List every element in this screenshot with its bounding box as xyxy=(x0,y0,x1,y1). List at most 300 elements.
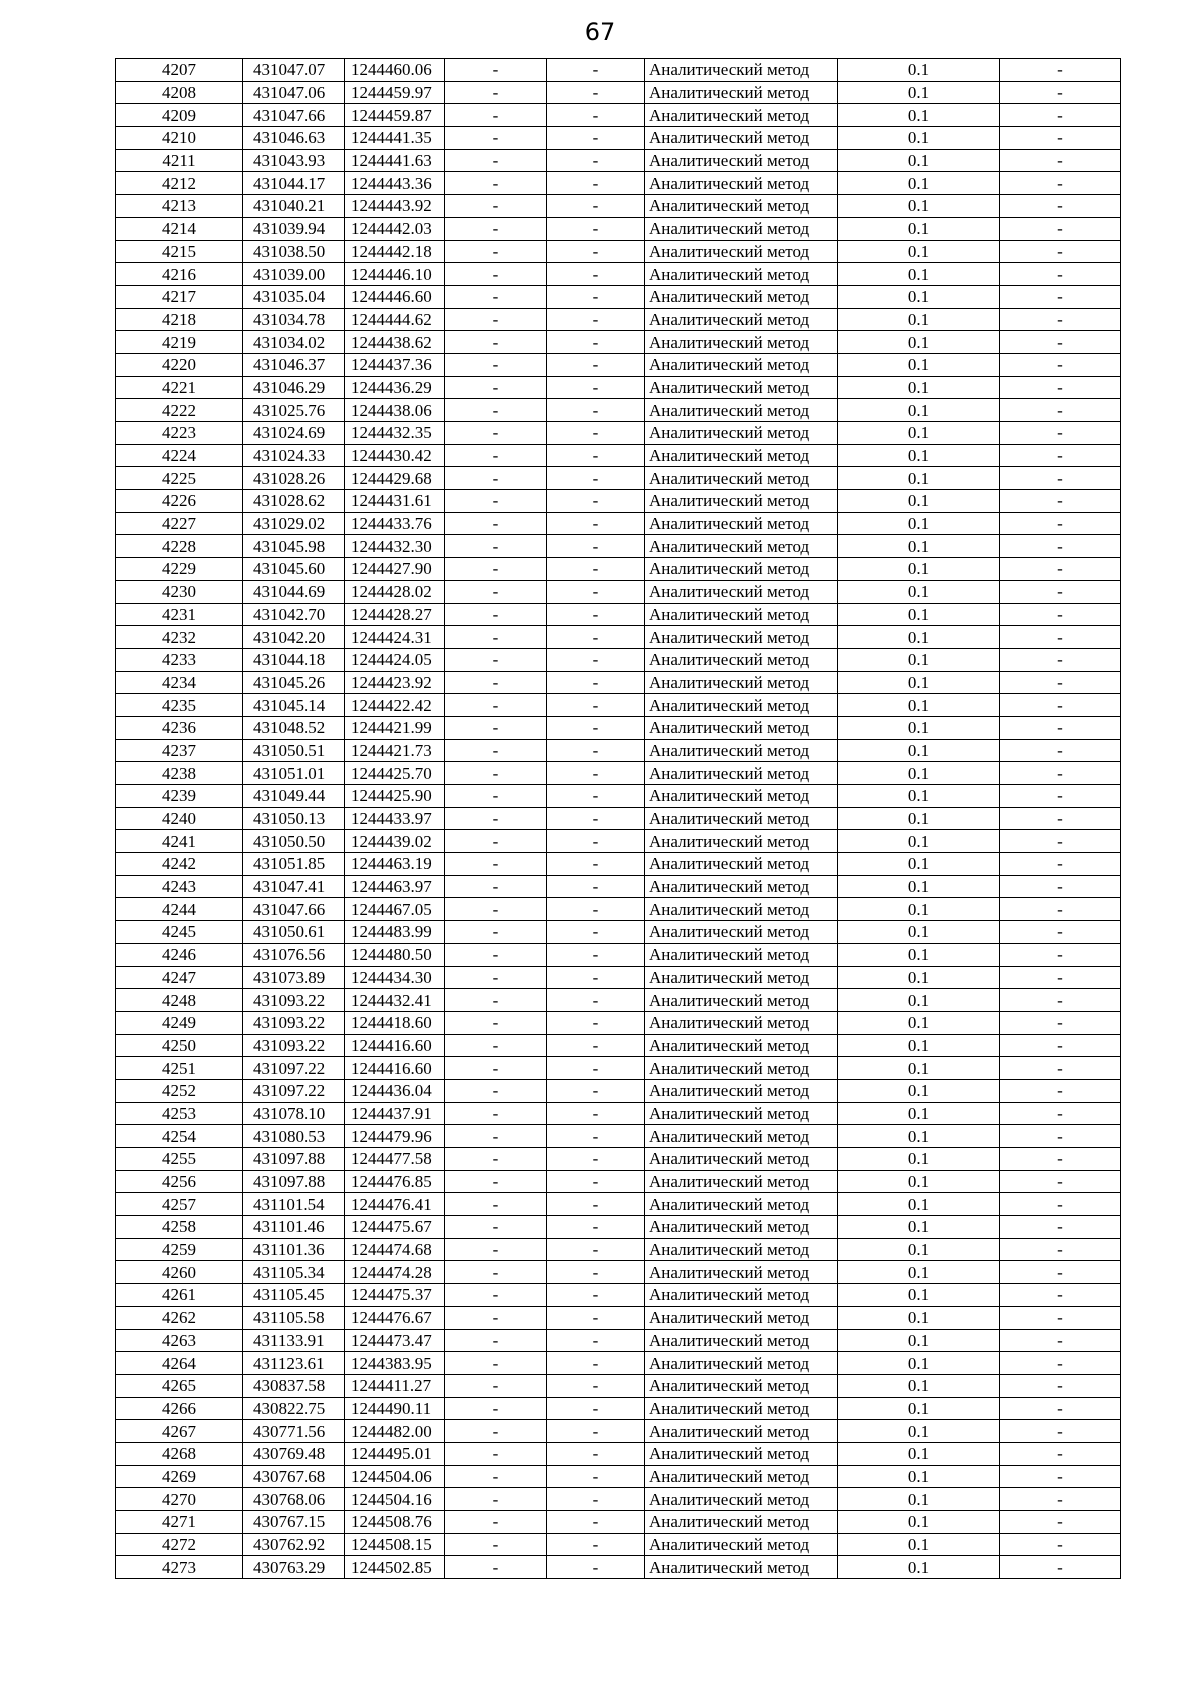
method-cell: Аналитический метод xyxy=(645,921,838,944)
empty-cell-5: - xyxy=(547,308,645,331)
method-cell: Аналитический метод xyxy=(645,59,838,82)
empty-cell-5: - xyxy=(547,1284,645,1307)
accuracy-cell: 0.1 xyxy=(838,1216,1000,1239)
point-number-cell: 4245 xyxy=(116,921,243,944)
empty-cell-4: - xyxy=(445,1193,547,1216)
y-coordinate-cell: 1244441.35 xyxy=(345,127,445,150)
x-coordinate-cell: 431024.69 xyxy=(243,422,345,445)
y-coordinate-cell: 1244476.67 xyxy=(345,1306,445,1329)
table-row xyxy=(116,807,1121,830)
y-coordinate-cell: 1244422.42 xyxy=(345,694,445,717)
point-number-cell: 4213 xyxy=(116,195,243,218)
table-row xyxy=(116,422,1121,445)
empty-cell-8: - xyxy=(1000,1374,1121,1397)
y-coordinate-cell: 1244459.87 xyxy=(345,104,445,127)
x-coordinate-cell: 431045.98 xyxy=(243,535,345,558)
method-cell: Аналитический метод xyxy=(645,535,838,558)
method-cell: Аналитический метод xyxy=(645,739,838,762)
table-row xyxy=(116,1374,1121,1397)
accuracy-cell: 0.1 xyxy=(838,853,1000,876)
accuracy-cell: 0.1 xyxy=(838,467,1000,490)
x-coordinate-cell: 431047.07 xyxy=(243,59,345,82)
y-coordinate-cell: 1244434.30 xyxy=(345,966,445,989)
y-coordinate-cell: 1244508.76 xyxy=(345,1511,445,1534)
accuracy-cell: 0.1 xyxy=(838,1465,1000,1488)
method-cell: Аналитический метод xyxy=(645,943,838,966)
y-coordinate-cell: 1244421.73 xyxy=(345,739,445,762)
accuracy-cell: 0.1 xyxy=(838,943,1000,966)
y-coordinate-cell: 1244425.90 xyxy=(345,785,445,808)
empty-cell-5: - xyxy=(547,422,645,445)
table-row xyxy=(116,285,1121,308)
y-coordinate-cell: 1244474.68 xyxy=(345,1238,445,1261)
method-cell: Аналитический метод xyxy=(645,648,838,671)
empty-cell-4: - xyxy=(445,1511,547,1534)
method-cell: Аналитический метод xyxy=(645,285,838,308)
table-row xyxy=(116,512,1121,535)
table-row xyxy=(116,444,1121,467)
empty-cell-4: - xyxy=(445,81,547,104)
empty-cell-4: - xyxy=(445,671,547,694)
table-row xyxy=(116,1011,1121,1034)
empty-cell-5: - xyxy=(547,467,645,490)
empty-cell-5: - xyxy=(547,989,645,1012)
empty-cell-5: - xyxy=(547,1261,645,1284)
empty-cell-4: - xyxy=(445,1125,547,1148)
point-number-cell: 4214 xyxy=(116,217,243,240)
table-row xyxy=(116,853,1121,876)
accuracy-cell: 0.1 xyxy=(838,353,1000,376)
table-row xyxy=(116,1420,1121,1443)
accuracy-cell: 0.1 xyxy=(838,1488,1000,1511)
empty-cell-5: - xyxy=(547,263,645,286)
x-coordinate-cell: 431076.56 xyxy=(243,943,345,966)
empty-cell-8: - xyxy=(1000,739,1121,762)
table-row xyxy=(116,1306,1121,1329)
empty-cell-5: - xyxy=(547,671,645,694)
point-number-cell: 4240 xyxy=(116,807,243,830)
accuracy-cell: 0.1 xyxy=(838,331,1000,354)
accuracy-cell: 0.1 xyxy=(838,308,1000,331)
accuracy-cell: 0.1 xyxy=(838,739,1000,762)
empty-cell-5: - xyxy=(547,1238,645,1261)
x-coordinate-cell: 431045.26 xyxy=(243,671,345,694)
x-coordinate-cell: 431029.02 xyxy=(243,512,345,535)
table-row xyxy=(116,1148,1121,1171)
empty-cell-5: - xyxy=(547,580,645,603)
point-number-cell: 4259 xyxy=(116,1238,243,1261)
method-cell: Аналитический метод xyxy=(645,1261,838,1284)
x-coordinate-cell: 431101.46 xyxy=(243,1216,345,1239)
table-row xyxy=(116,875,1121,898)
y-coordinate-cell: 1244383.95 xyxy=(345,1352,445,1375)
empty-cell-8: - xyxy=(1000,875,1121,898)
method-cell: Аналитический метод xyxy=(645,1102,838,1125)
accuracy-cell: 0.1 xyxy=(838,580,1000,603)
accuracy-cell: 0.1 xyxy=(838,1420,1000,1443)
x-coordinate-cell: 431097.88 xyxy=(243,1170,345,1193)
point-number-cell: 4215 xyxy=(116,240,243,263)
empty-cell-4: - xyxy=(445,149,547,172)
empty-cell-5: - xyxy=(547,376,645,399)
x-coordinate-cell: 431097.22 xyxy=(243,1057,345,1080)
empty-cell-8: - xyxy=(1000,1465,1121,1488)
method-cell: Аналитический метод xyxy=(645,444,838,467)
empty-cell-8: - xyxy=(1000,104,1121,127)
method-cell: Аналитический метод xyxy=(645,1511,838,1534)
point-number-cell: 4230 xyxy=(116,580,243,603)
table-row xyxy=(116,331,1121,354)
empty-cell-4: - xyxy=(445,1102,547,1125)
empty-cell-5: - xyxy=(547,1352,645,1375)
accuracy-cell: 0.1 xyxy=(838,716,1000,739)
empty-cell-8: - xyxy=(1000,490,1121,513)
method-cell: Аналитический метод xyxy=(645,195,838,218)
empty-cell-5: - xyxy=(547,875,645,898)
x-coordinate-cell: 431097.88 xyxy=(243,1148,345,1171)
method-cell: Аналитический метод xyxy=(645,1374,838,1397)
y-coordinate-cell: 1244467.05 xyxy=(345,898,445,921)
method-cell: Аналитический метод xyxy=(645,331,838,354)
y-coordinate-cell: 1244425.70 xyxy=(345,762,445,785)
empty-cell-5: - xyxy=(547,1079,645,1102)
x-coordinate-cell: 431133.91 xyxy=(243,1329,345,1352)
method-cell: Аналитический метод xyxy=(645,558,838,581)
table-row xyxy=(116,1125,1121,1148)
x-coordinate-cell: 431047.66 xyxy=(243,898,345,921)
method-cell: Аналитический метод xyxy=(645,1533,838,1556)
point-number-cell: 4220 xyxy=(116,353,243,376)
empty-cell-8: - xyxy=(1000,807,1121,830)
empty-cell-8: - xyxy=(1000,1556,1121,1579)
accuracy-cell: 0.1 xyxy=(838,127,1000,150)
empty-cell-4: - xyxy=(445,422,547,445)
method-cell: Аналитический метод xyxy=(645,376,838,399)
x-coordinate-cell: 431044.18 xyxy=(243,648,345,671)
method-cell: Аналитический метод xyxy=(645,853,838,876)
method-cell: Аналитический метод xyxy=(645,240,838,263)
y-coordinate-cell: 1244480.50 xyxy=(345,943,445,966)
empty-cell-4: - xyxy=(445,1556,547,1579)
empty-cell-8: - xyxy=(1000,898,1121,921)
method-cell: Аналитический метод xyxy=(645,898,838,921)
point-number-cell: 4252 xyxy=(116,1079,243,1102)
table-row xyxy=(116,921,1121,944)
x-coordinate-cell: 431093.22 xyxy=(243,1034,345,1057)
empty-cell-4: - xyxy=(445,1261,547,1284)
accuracy-cell: 0.1 xyxy=(838,1397,1000,1420)
accuracy-cell: 0.1 xyxy=(838,263,1000,286)
point-number-cell: 4270 xyxy=(116,1488,243,1511)
point-number-cell: 4269 xyxy=(116,1465,243,1488)
empty-cell-4: - xyxy=(445,762,547,785)
method-cell: Аналитический метод xyxy=(645,1238,838,1261)
table-row xyxy=(116,1533,1121,1556)
table-row xyxy=(116,1057,1121,1080)
point-number-cell: 4212 xyxy=(116,172,243,195)
point-number-cell: 4232 xyxy=(116,626,243,649)
x-coordinate-cell: 431051.01 xyxy=(243,762,345,785)
empty-cell-5: - xyxy=(547,807,645,830)
x-coordinate-cell: 431039.00 xyxy=(243,263,345,286)
point-number-cell: 4271 xyxy=(116,1511,243,1534)
y-coordinate-cell: 1244490.11 xyxy=(345,1397,445,1420)
point-number-cell: 4216 xyxy=(116,263,243,286)
empty-cell-5: - xyxy=(547,512,645,535)
method-cell: Аналитический метод xyxy=(645,694,838,717)
empty-cell-8: - xyxy=(1000,1511,1121,1534)
accuracy-cell: 0.1 xyxy=(838,1442,1000,1465)
x-coordinate-cell: 431123.61 xyxy=(243,1352,345,1375)
y-coordinate-cell: 1244476.85 xyxy=(345,1170,445,1193)
empty-cell-8: - xyxy=(1000,966,1121,989)
point-number-cell: 4261 xyxy=(116,1284,243,1307)
table-row xyxy=(116,217,1121,240)
table-row xyxy=(116,1465,1121,1488)
y-coordinate-cell: 1244482.00 xyxy=(345,1420,445,1443)
accuracy-cell: 0.1 xyxy=(838,1284,1000,1307)
empty-cell-4: - xyxy=(445,59,547,82)
method-cell: Аналитический метод xyxy=(645,807,838,830)
point-number-cell: 4266 xyxy=(116,1397,243,1420)
x-coordinate-cell: 430767.15 xyxy=(243,1511,345,1534)
empty-cell-4: - xyxy=(445,1488,547,1511)
empty-cell-8: - xyxy=(1000,1238,1121,1261)
empty-cell-4: - xyxy=(445,1057,547,1080)
empty-cell-8: - xyxy=(1000,1261,1121,1284)
accuracy-cell: 0.1 xyxy=(838,1511,1000,1534)
method-cell: Аналитический метод xyxy=(645,1306,838,1329)
method-cell: Аналитический метод xyxy=(645,81,838,104)
x-coordinate-cell: 431101.54 xyxy=(243,1193,345,1216)
y-coordinate-cell: 1244504.06 xyxy=(345,1465,445,1488)
empty-cell-5: - xyxy=(547,1420,645,1443)
empty-cell-5: - xyxy=(547,1511,645,1534)
x-coordinate-cell: 431038.50 xyxy=(243,240,345,263)
x-coordinate-cell: 431046.63 xyxy=(243,127,345,150)
empty-cell-5: - xyxy=(547,648,645,671)
empty-cell-5: - xyxy=(547,558,645,581)
empty-cell-4: - xyxy=(445,240,547,263)
empty-cell-4: - xyxy=(445,898,547,921)
accuracy-cell: 0.1 xyxy=(838,59,1000,82)
x-coordinate-cell: 430769.48 xyxy=(243,1442,345,1465)
empty-cell-8: - xyxy=(1000,331,1121,354)
point-number-cell: 4246 xyxy=(116,943,243,966)
coordinates-table xyxy=(115,58,1121,1579)
empty-cell-5: - xyxy=(547,1329,645,1352)
empty-cell-5: - xyxy=(547,853,645,876)
method-cell: Аналитический метод xyxy=(645,1397,838,1420)
point-number-cell: 4228 xyxy=(116,535,243,558)
method-cell: Аналитический метод xyxy=(645,263,838,286)
empty-cell-5: - xyxy=(547,535,645,558)
point-number-cell: 4255 xyxy=(116,1148,243,1171)
empty-cell-4: - xyxy=(445,1442,547,1465)
y-coordinate-cell: 1244479.96 xyxy=(345,1125,445,1148)
table-row xyxy=(116,467,1121,490)
empty-cell-8: - xyxy=(1000,989,1121,1012)
x-coordinate-cell: 431048.52 xyxy=(243,716,345,739)
empty-cell-8: - xyxy=(1000,1329,1121,1352)
point-number-cell: 4243 xyxy=(116,875,243,898)
x-coordinate-cell: 431035.04 xyxy=(243,285,345,308)
x-coordinate-cell: 431050.13 xyxy=(243,807,345,830)
point-number-cell: 4207 xyxy=(116,59,243,82)
table-row xyxy=(116,943,1121,966)
empty-cell-4: - xyxy=(445,853,547,876)
empty-cell-5: - xyxy=(547,81,645,104)
y-coordinate-cell: 1244423.92 xyxy=(345,671,445,694)
table-row xyxy=(116,1170,1121,1193)
empty-cell-5: - xyxy=(547,217,645,240)
x-coordinate-cell: 431028.26 xyxy=(243,467,345,490)
x-coordinate-cell: 431051.85 xyxy=(243,853,345,876)
method-cell: Аналитический метод xyxy=(645,875,838,898)
y-coordinate-cell: 1244504.16 xyxy=(345,1488,445,1511)
empty-cell-4: - xyxy=(445,172,547,195)
empty-cell-4: - xyxy=(445,467,547,490)
table-row xyxy=(116,149,1121,172)
empty-cell-5: - xyxy=(547,1397,645,1420)
empty-cell-4: - xyxy=(445,1352,547,1375)
accuracy-cell: 0.1 xyxy=(838,1170,1000,1193)
empty-cell-4: - xyxy=(445,399,547,422)
empty-cell-5: - xyxy=(547,285,645,308)
accuracy-cell: 0.1 xyxy=(838,240,1000,263)
point-number-cell: 4237 xyxy=(116,739,243,762)
empty-cell-5: - xyxy=(547,490,645,513)
empty-cell-5: - xyxy=(547,762,645,785)
point-number-cell: 4227 xyxy=(116,512,243,535)
method-cell: Аналитический метод xyxy=(645,1079,838,1102)
table-row xyxy=(116,308,1121,331)
y-coordinate-cell: 1244427.90 xyxy=(345,558,445,581)
table-row xyxy=(116,1329,1121,1352)
y-coordinate-cell: 1244446.10 xyxy=(345,263,445,286)
point-number-cell: 4231 xyxy=(116,603,243,626)
method-cell: Аналитический метод xyxy=(645,1193,838,1216)
empty-cell-5: - xyxy=(547,943,645,966)
table-row xyxy=(116,1193,1121,1216)
x-coordinate-cell: 431025.76 xyxy=(243,399,345,422)
x-coordinate-cell: 430763.29 xyxy=(243,1556,345,1579)
empty-cell-4: - xyxy=(445,1148,547,1171)
empty-cell-4: - xyxy=(445,512,547,535)
page-number: 67 xyxy=(584,18,616,46)
method-cell: Аналитический метод xyxy=(645,1011,838,1034)
table-row xyxy=(116,830,1121,853)
y-coordinate-cell: 1244473.47 xyxy=(345,1329,445,1352)
empty-cell-8: - xyxy=(1000,308,1121,331)
accuracy-cell: 0.1 xyxy=(838,1148,1000,1171)
table-row xyxy=(116,1556,1121,1579)
empty-cell-5: - xyxy=(547,1034,645,1057)
accuracy-cell: 0.1 xyxy=(838,1374,1000,1397)
empty-cell-4: - xyxy=(445,376,547,399)
x-coordinate-cell: 431047.06 xyxy=(243,81,345,104)
method-cell: Аналитический метод xyxy=(645,1352,838,1375)
y-coordinate-cell: 1244438.06 xyxy=(345,399,445,422)
y-coordinate-cell: 1244508.15 xyxy=(345,1533,445,1556)
point-number-cell: 4260 xyxy=(116,1261,243,1284)
y-coordinate-cell: 1244477.58 xyxy=(345,1148,445,1171)
table-row xyxy=(116,490,1121,513)
table-row xyxy=(116,127,1121,150)
accuracy-cell: 0.1 xyxy=(838,785,1000,808)
y-coordinate-cell: 1244416.60 xyxy=(345,1057,445,1080)
point-number-cell: 4248 xyxy=(116,989,243,1012)
empty-cell-8: - xyxy=(1000,81,1121,104)
accuracy-cell: 0.1 xyxy=(838,1238,1000,1261)
empty-cell-5: - xyxy=(547,716,645,739)
empty-cell-4: - xyxy=(445,1238,547,1261)
empty-cell-8: - xyxy=(1000,1442,1121,1465)
empty-cell-5: - xyxy=(547,1125,645,1148)
empty-cell-4: - xyxy=(445,1533,547,1556)
x-coordinate-cell: 430771.56 xyxy=(243,1420,345,1443)
accuracy-cell: 0.1 xyxy=(838,1556,1000,1579)
empty-cell-4: - xyxy=(445,444,547,467)
empty-cell-8: - xyxy=(1000,512,1121,535)
empty-cell-4: - xyxy=(445,626,547,649)
table-row xyxy=(116,399,1121,422)
empty-cell-5: - xyxy=(547,966,645,989)
empty-cell-8: - xyxy=(1000,353,1121,376)
x-coordinate-cell: 431093.22 xyxy=(243,989,345,1012)
empty-cell-4: - xyxy=(445,1170,547,1193)
empty-cell-5: - xyxy=(547,59,645,82)
point-number-cell: 4219 xyxy=(116,331,243,354)
table-row xyxy=(116,263,1121,286)
method-cell: Аналитический метод xyxy=(645,989,838,1012)
method-cell: Аналитический метод xyxy=(645,512,838,535)
y-coordinate-cell: 1244428.27 xyxy=(345,603,445,626)
empty-cell-8: - xyxy=(1000,59,1121,82)
x-coordinate-cell: 430837.58 xyxy=(243,1374,345,1397)
method-cell: Аналитический метод xyxy=(645,580,838,603)
x-coordinate-cell: 431046.29 xyxy=(243,376,345,399)
empty-cell-4: - xyxy=(445,943,547,966)
x-coordinate-cell: 431034.78 xyxy=(243,308,345,331)
empty-cell-4: - xyxy=(445,104,547,127)
empty-cell-8: - xyxy=(1000,1193,1121,1216)
empty-cell-5: - xyxy=(547,1170,645,1193)
empty-cell-4: - xyxy=(445,195,547,218)
accuracy-cell: 0.1 xyxy=(838,694,1000,717)
empty-cell-4: - xyxy=(445,580,547,603)
empty-cell-5: - xyxy=(547,1148,645,1171)
y-coordinate-cell: 1244424.05 xyxy=(345,648,445,671)
point-number-cell: 4273 xyxy=(116,1556,243,1579)
accuracy-cell: 0.1 xyxy=(838,1306,1000,1329)
method-cell: Аналитический метод xyxy=(645,1057,838,1080)
empty-cell-4: - xyxy=(445,353,547,376)
empty-cell-8: - xyxy=(1000,1148,1121,1171)
empty-cell-5: - xyxy=(547,921,645,944)
empty-cell-8: - xyxy=(1000,399,1121,422)
y-coordinate-cell: 1244444.62 xyxy=(345,308,445,331)
x-coordinate-cell: 431093.22 xyxy=(243,1011,345,1034)
accuracy-cell: 0.1 xyxy=(838,989,1000,1012)
accuracy-cell: 0.1 xyxy=(838,512,1000,535)
table-row xyxy=(116,739,1121,762)
empty-cell-4: - xyxy=(445,1329,547,1352)
empty-cell-4: - xyxy=(445,921,547,944)
accuracy-cell: 0.1 xyxy=(838,1034,1000,1057)
empty-cell-8: - xyxy=(1000,1216,1121,1239)
point-number-cell: 4239 xyxy=(116,785,243,808)
